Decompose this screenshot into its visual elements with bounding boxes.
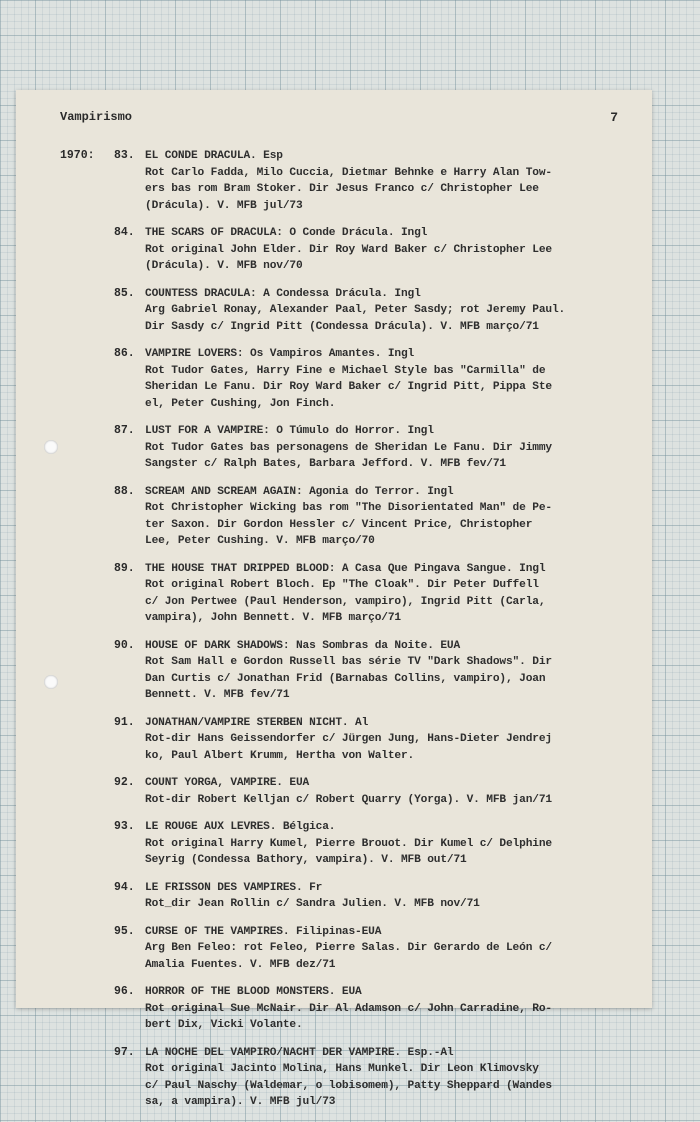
entry-title-line: LE ROUGE AUX LEVRES. Bélgica.	[145, 821, 336, 833]
entry-title-line: LA NOCHE DEL VAMPIRO/NACHT DER VAMPIRE. Esp.-Al	[145, 1046, 454, 1059]
entry-number: 90.	[114, 638, 135, 652]
entry-number: 86.	[114, 347, 135, 360]
entry-title-line: JONATHAN/VAMPIRE STERBEN NICHT. Al	[145, 716, 369, 729]
entry-text	[145, 924, 640, 974]
entry-detail-line: sa, a vampira). V. MFB jul/73	[145, 1096, 336, 1108]
entry-title-line: HOUSE OF DARK SHADOWS: Nas Sombras da Noite. EUA	[145, 639, 461, 652]
entry-detail-line: ter Saxon. Dir Gordon Hessler c/ Vincent Price, Christopher	[145, 518, 533, 531]
film-entry	[16, 561, 652, 627]
entry-detail-line: Rot original Harry Kumel, Pierre Brouot. Dir Kumel c/ Delphine	[145, 837, 552, 850]
entry-detail-line: (Drácula). V. MFB nov/70	[145, 260, 303, 272]
entry-text	[145, 715, 640, 765]
entry-title-line: COUNTESS DRACULA: A Condessa Drácula. Ingl	[145, 287, 421, 300]
entry-number: 97.	[114, 1045, 135, 1059]
entry-detail-line: Arg Gabriel Ronay, Alexander Paal, Peter Sasdy; rot Jeremy Paul.	[145, 304, 566, 316]
film-entry	[16, 1045, 652, 1111]
entry-detail-line: Rot original John Elder. Dir Roy Ward Baker c/ Christopher Lee	[145, 243, 552, 256]
entry-number: 87.	[114, 424, 135, 437]
entry-detail-line: Sangster c/ Ralph Bates, Barbara Jefford. V. MFB fev/71	[145, 458, 506, 470]
film-entry	[16, 148, 652, 214]
entry-title-line: LE FRISSON DES VAMPIRES. Fr	[145, 881, 323, 894]
entry-text	[145, 484, 640, 550]
page-title: Vampirismo	[60, 110, 133, 124]
entry-text	[145, 819, 640, 869]
film-entry	[16, 715, 652, 765]
film-entry-list	[16, 148, 652, 1122]
entry-text	[145, 880, 640, 913]
entry-text	[145, 225, 640, 275]
entry-detail-line: Rot original Jacinto Molina, Hans Munkel. Dir Leon Klimovsky	[145, 1063, 539, 1075]
entry-text	[145, 775, 640, 808]
film-entry	[16, 984, 652, 1034]
entry-text	[145, 148, 640, 214]
entry-text	[145, 1045, 640, 1111]
entry-title-line: CURSE OF THE VAMPIRES. Filipinas-EUA	[145, 925, 382, 938]
entry-detail-line: Rot original Robert Bloch. Ep "The Cloak". Dir Peter Duffell	[145, 579, 539, 591]
entry-detail-line: Lee, Peter Cushing. V. MFB março/70	[145, 535, 375, 547]
film-entry	[16, 924, 652, 974]
entry-detail-line: c/ Paul Naschy (Waldemar, o lobisomem), Patty Sheppard (Wandes	[145, 1079, 552, 1092]
entry-number: 95.	[114, 924, 135, 938]
entry-text	[145, 561, 640, 627]
entry-title-line: LUST FOR A VAMPIRE: O Túmulo do Horror. Ingl	[145, 425, 434, 437]
entry-detail-line: Rot Tudor Gates bas personagens de Sheridan Le Fanu. Dir Jimmy	[145, 441, 552, 454]
entry-detail-line: (Drácula). V. MFB jul/73	[145, 199, 303, 212]
entry-number: 93.	[114, 820, 135, 833]
year-label: 1970:	[60, 149, 95, 162]
entry-title-line: THE SCARS OF DRACULA: O Conde Drácula. Ingl	[145, 227, 428, 239]
film-entry	[16, 775, 652, 808]
entry-number: 85.	[114, 286, 135, 300]
typed-page	[16, 90, 652, 1108]
entry-detail-line: ko, Paul Albert Krumm, Hertha von Walter.	[145, 749, 415, 762]
entry-detail-line: bert Dix, Vicki Volante.	[145, 1019, 303, 1031]
entry-number: 89.	[114, 561, 135, 575]
entry-detail-line: vampira), John Bennett. V. MFB março/71	[145, 612, 401, 624]
film-entry	[16, 346, 652, 412]
entry-text	[145, 984, 640, 1034]
entry-title-line: THE HOUSE THAT DRIPPED BLOOD: A Casa Que Pingava Sangue. Ingl	[145, 562, 546, 575]
entry-detail-line: Arg Ben Feleo: rot Feleo, Pierre Salas. Dir Gerardo de León c/	[145, 942, 552, 954]
entry-detail-line: Rot_dir Jean Rollin c/ Sandra Julien. V. MFB nov/71	[145, 898, 480, 910]
entry-detail-line: Dir Sasdy c/ Ingrid Pitt (Condessa Drácula). V. MFB março/71	[145, 320, 539, 333]
film-entry	[16, 423, 652, 473]
entry-title-line: COUNT YORGA, VAMPIRE. EUA	[145, 777, 310, 789]
entry-text	[145, 346, 640, 412]
entry-detail-line: Seyrig (Condessa Bathory, vampira). V. MFB out/71	[145, 854, 467, 866]
entry-detail-line: Rot-dir Robert Kelljan c/ Robert Quarry (Yorga). V. MFB jan/71	[145, 793, 552, 806]
entry-number: 83.	[114, 149, 135, 162]
entry-detail-line: ers bas rom Bram Stoker. Dir Jesus Franco c/ Christopher Lee	[145, 183, 539, 195]
film-entry	[16, 484, 652, 550]
entry-detail-line: Amalia Fuentes. V. MFB dez/71	[145, 958, 336, 971]
entry-title-line: EL CONDE DRACULA. Esp	[145, 150, 283, 162]
entry-title-line: SCREAM AND SCREAM AGAIN: Agonia do Terror. Ingl	[145, 485, 454, 498]
entry-text	[145, 286, 640, 336]
entry-detail-line: Rot-dir Hans Geissendorfer c/ Jürgen Jung, Hans-Dieter Jendrej	[145, 733, 552, 745]
film-entry	[16, 819, 652, 869]
entry-detail-line: Rot original Sue McNair. Dir Al Adamson c/ John Carradine, Ro-	[145, 1002, 552, 1015]
entry-detail-line: Rot Tudor Gates, Harry Fine e Michael Style bas "Carmilla" de	[145, 364, 546, 377]
entry-detail-line: Rot Sam Hall e Gordon Russell bas série TV "Dark Shadows". Dir	[145, 656, 552, 668]
entry-detail-line: Sheridan Le Fanu. Dir Roy Ward Baker c/ Ingrid Pitt, Pippa Ste	[145, 381, 552, 393]
entry-title-line: HORROR OF THE BLOOD MONSTERS. EUA	[145, 986, 362, 998]
entry-detail-line: el, Peter Cushing, Jon Finch.	[145, 397, 336, 410]
page-number: 7	[610, 110, 618, 125]
film-entry	[16, 638, 652, 704]
entry-detail-line: Rot Carlo Fadda, Milo Cuccia, Dietmar Behnke e Harry Alan Tow-	[145, 166, 552, 179]
entry-number: 96.	[114, 985, 135, 998]
entry-number: 88.	[114, 484, 135, 498]
entry-title-line: VAMPIRE LOVERS: Os Vampiros Amantes. Ingl	[145, 348, 415, 360]
entry-detail-line: Dan Curtis c/ Jonathan Frid (Barnabas Collins, vampiro), Joan	[145, 672, 546, 685]
entry-detail-line: Bennett. V. MFB fev/71	[145, 689, 290, 701]
entry-number: 91.	[114, 715, 135, 729]
entry-number: 92.	[114, 776, 135, 789]
film-entry	[16, 225, 652, 275]
entry-detail-line: c/ Jon Pertwee (Paul Henderson, vampiro), Ingrid Pitt (Carla,	[145, 595, 546, 608]
entry-text	[145, 423, 640, 473]
entry-number: 84.	[114, 226, 135, 239]
entry-detail-line: Rot Christopher Wicking bas rom "The Disorientated Man" de Pe-	[145, 502, 552, 514]
film-entry	[16, 880, 652, 913]
film-entry	[16, 286, 652, 336]
entry-text	[145, 638, 640, 704]
entry-number: 94.	[114, 880, 135, 894]
